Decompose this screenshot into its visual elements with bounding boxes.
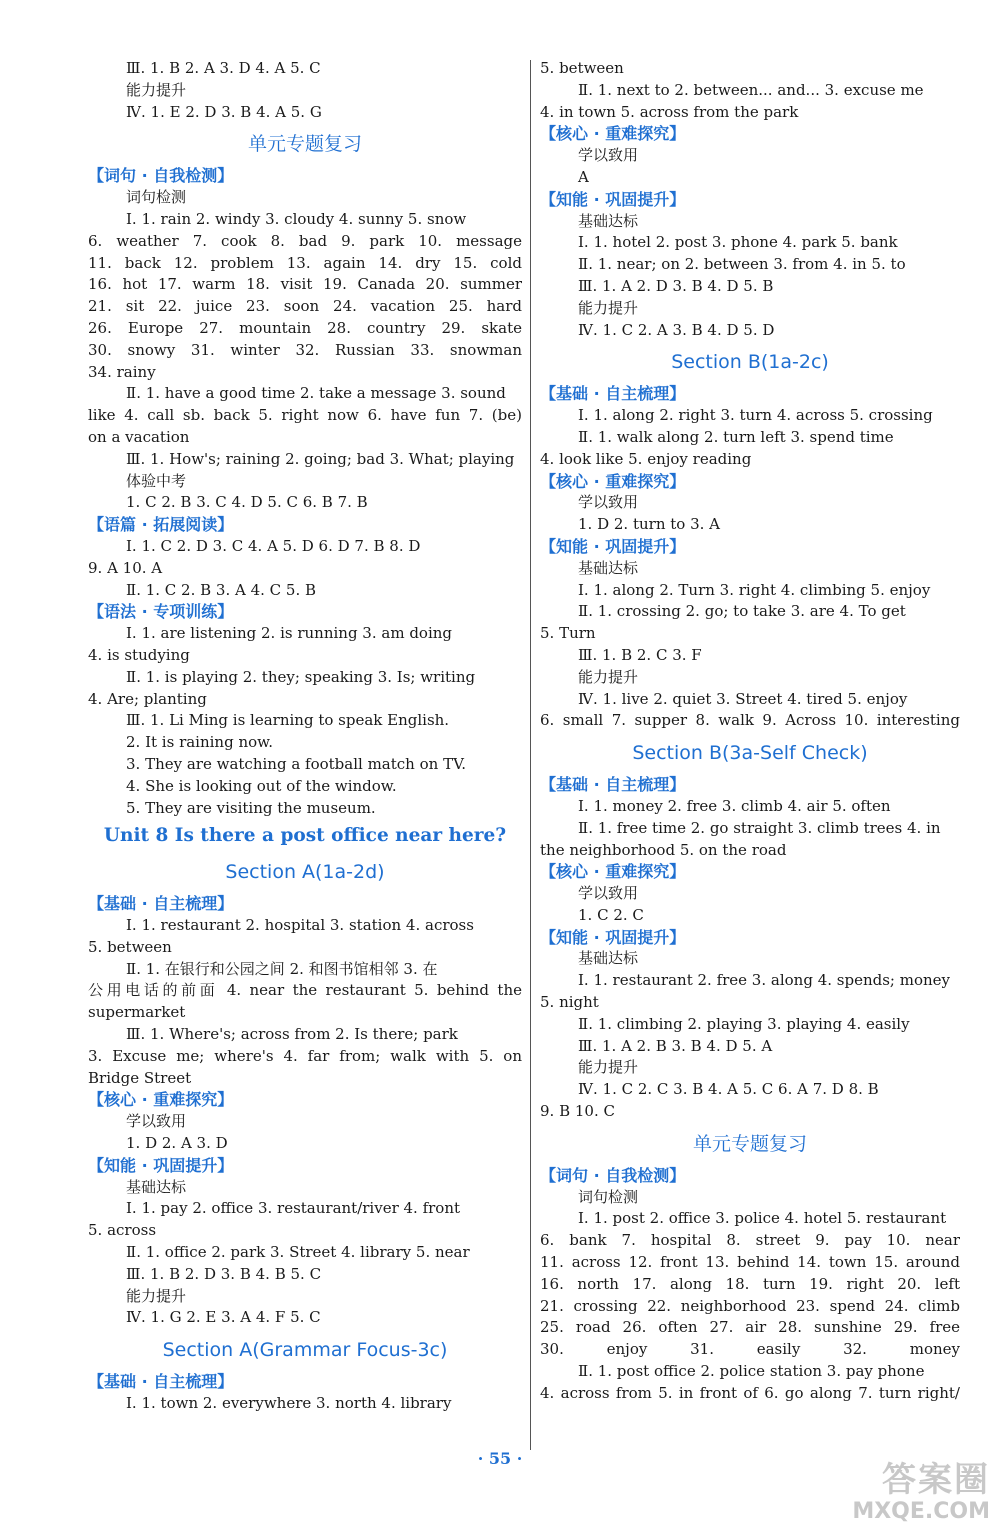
answer-line: 11. across 12. front 13. behind 14. town 15. around: [540, 1253, 960, 1272]
section-tag: 【词句 · 自我检测】: [540, 1165, 686, 1185]
section-title: 单元专题复习: [692, 1132, 807, 1155]
sub-heading: 能力提升: [126, 80, 187, 99]
section-tag: 【知能 · 巩固提升】: [540, 189, 686, 209]
answer-line: supermarket: [88, 1003, 186, 1022]
answer-line: 1. D 2. turn to 3. A: [578, 515, 720, 534]
answer-line: 21. crossing 22. neighborhood 23. spend 24. climb: [540, 1296, 960, 1315]
answer-line: Ⅰ. 1. hotel 2. post 3. phone 4. park 5. bank: [578, 233, 898, 252]
answer-line: 5. between: [540, 59, 624, 77]
answer-line: 9. A 10. A: [88, 558, 163, 577]
answer-line: 5. between: [88, 937, 172, 956]
answer-line: 1. C 2. C: [578, 905, 644, 924]
watermark-logo-text: 答案圈: [882, 1460, 990, 1500]
section-tag: 【基础 · 自主梳理】: [88, 1372, 234, 1392]
answer-line: Ⅰ. 1. restaurant 2. hospital 3. station 4. across: [126, 916, 474, 935]
answer-line: 1. D 2. A 3. D: [126, 1134, 228, 1153]
sub-heading: 学以致用: [126, 1112, 187, 1131]
answer-line: Ⅱ. 1. 在银行和公园之间 2. 和图书馆相邻 3. 在: [126, 959, 438, 978]
answer-line: 4. look like 5. enjoy reading: [540, 449, 752, 468]
answer-line: Ⅲ. 1. Li Ming is learning to speak English.: [126, 711, 450, 730]
answer-line: Ⅲ. 1. B 2. A 3. D 4. A 5. C: [126, 59, 321, 77]
answer-line: 30. enjoy 31. easily 32. money: [540, 1340, 960, 1359]
right-column: [540, 58, 960, 1405]
answer-line: Ⅱ. 1. post office 2. police station 3. pay phone: [578, 1362, 925, 1381]
answer-line: 4. is studying: [88, 645, 190, 664]
answer-line: 6. weather 7. cook 8. bad 9. park 10. message: [88, 231, 522, 250]
answer-line: 5. night: [540, 993, 599, 1012]
answer-line: 4. She is looking out of the window.: [126, 776, 397, 795]
sub-heading: 学以致用: [578, 884, 639, 903]
answer-line: Ⅲ. 1. B 2. D 3. B 4. B 5. C: [126, 1264, 322, 1283]
sub-heading: 基础达标: [126, 1177, 187, 1196]
answer-line: 4. in town 5. across from the park: [540, 102, 799, 121]
answer-line: Ⅲ. 1. A 2. B 3. B 4. D 5. A: [578, 1036, 773, 1055]
section-tag: 【词句 · 自我检测】: [88, 166, 234, 186]
section-tag: 【基础 · 自主梳理】: [88, 894, 234, 914]
sub-heading: 能力提升: [126, 1286, 187, 1305]
answer-line: Ⅱ. 1. C 2. B 3. A 4. C 5. B: [126, 580, 317, 599]
answer-line: Ⅱ. 1. crossing 2. go; to take 3. are 4. To get: [578, 602, 906, 621]
answer-line: 2. It is raining now.: [126, 733, 273, 752]
sub-heading: 基础达标: [578, 949, 639, 968]
section-tag: 【核心 · 重难探究】: [540, 862, 686, 882]
section-tag: 【语篇 · 拓展阅读】: [88, 515, 234, 535]
answer-line: on a vacation: [88, 427, 190, 446]
section-title: 单元专题复习: [247, 133, 362, 156]
left-column: [88, 58, 522, 1415]
watermark-site: MXQE.COM: [852, 1499, 990, 1524]
answer-line: Ⅱ. 1. free time 2. go straight 3. climb trees 4. in: [578, 818, 941, 837]
sub-heading: 词句检测: [126, 188, 187, 207]
section-tag: 【知能 · 巩固提升】: [88, 1155, 234, 1175]
answer-line: Ⅳ. 1. live 2. quiet 3. Street 4. tired 5. enjoy: [578, 689, 908, 708]
sub-heading: 能力提升: [578, 298, 639, 317]
section-tag: 【语法 · 专项训练】: [88, 602, 234, 622]
answer-line: 34. rainy: [88, 362, 156, 381]
answer-line: 21. sit 22. juice 23. soon 24. vacation 25. hard: [88, 297, 522, 316]
answer-line: Ⅱ. 1. walk along 2. turn left 3. spend time: [578, 427, 894, 446]
column-divider: [530, 60, 531, 1450]
answer-line: Ⅳ. 1. E 2. D 3. B 4. A 5. G: [126, 102, 322, 121]
answer-line: 4. across from 5. in front of 6. go along 7. turn right/: [540, 1383, 960, 1402]
section-tag: 【核心 · 重难探究】: [540, 471, 686, 491]
sub-heading: 词句检测: [578, 1187, 639, 1206]
answer-line: Ⅰ. 1. pay 2. office 3. restaurant/river 4. front: [126, 1199, 461, 1218]
sub-heading: 基础达标: [578, 211, 639, 230]
answer-line: Ⅲ. 1. Where's; across from 2. Is there; park: [126, 1025, 458, 1044]
answer-line: 6. bank 7. hospital 8. street 9. pay 10. near: [540, 1231, 960, 1250]
section-tag: 【核心 · 重难探究】: [540, 124, 686, 144]
section-title: Section B(1a-2c): [671, 351, 829, 374]
page-number: · 55 ·: [477, 1449, 523, 1468]
answer-line: Ⅳ. 1. C 2. C 3. B 4. A 5. C 6. A 7. D 8. B: [578, 1080, 879, 1099]
answer-line: Ⅱ. 1. is playing 2. they; speaking 3. Is; writing: [126, 667, 476, 686]
answer-line: Bridge Street: [88, 1068, 192, 1087]
watermark: [800, 1460, 990, 1526]
answer-line: Ⅱ. 1. next to 2. between... and... 3. excuse me: [578, 80, 924, 99]
answer-line: Ⅰ. 1. money 2. free 3. climb 4. air 5. often: [578, 796, 891, 815]
answer-line: 3. They are watching a football match on TV.: [126, 754, 467, 773]
answer-line: A: [578, 167, 589, 186]
unit-title: Unit 8 Is there a post office near here?: [103, 825, 507, 847]
answer-line: 1. C 2. B 3. C 4. D 5. C 6. B 7. B: [126, 493, 368, 512]
answer-line: Ⅰ. 1. town 2. everywhere 3. north 4. library: [126, 1394, 452, 1413]
sub-heading: 能力提升: [578, 667, 639, 686]
answer-line: Ⅲ. 1. A 2. D 3. B 4. D 5. B: [578, 276, 774, 295]
section-title: Section B(3a-Self Check): [632, 742, 868, 765]
answer-line: 30. snowy 31. winter 32. Russian 33. snowman: [88, 340, 522, 359]
section-title: Section A(1a-2d): [225, 861, 385, 884]
answer-line: Ⅰ. 1. along 2. Turn 3. right 4. climbing 5. enjoy: [578, 580, 931, 599]
answer-line: 6. small 7. supper 8. walk 9. Across 10. interesting: [540, 711, 960, 730]
answer-line: Ⅰ. 1. C 2. D 3. C 4. A 5. D 6. D 7. B 8. D: [126, 536, 421, 555]
answer-line: Ⅱ. 1. office 2. park 3. Street 4. library 5. near: [126, 1243, 470, 1262]
section-tag: 【基础 · 自主梳理】: [540, 384, 686, 404]
sub-heading: 基础达标: [578, 558, 639, 577]
answer-line: Ⅰ. 1. are listening 2. is running 3. am doing: [126, 624, 453, 643]
answer-line: Ⅰ. 1. along 2. right 3. turn 4. across 5. crossing: [578, 406, 933, 425]
answer-line: Ⅱ. 1. have a good time 2. take a message 3. sound: [126, 384, 506, 403]
answer-line: Ⅰ. 1. post 2. office 3. police 4. hotel 5. restaurant: [578, 1209, 947, 1228]
sub-heading: 体验中考: [126, 471, 187, 490]
answer-line: Ⅳ. 1. C 2. A 3. B 4. D 5. D: [578, 320, 775, 339]
section-tag: 【核心 · 重难探究】: [88, 1090, 234, 1110]
sub-heading: 学以致用: [578, 493, 639, 512]
answer-line: Ⅲ. 1. How's; raining 2. going; bad 3. What; playing: [126, 449, 515, 468]
section-tag: 【知能 · 巩固提升】: [540, 927, 686, 947]
answer-line: like 4. call sb. back 5. right now 6. have fun 7. (be): [88, 406, 522, 425]
answer-line: 16. north 17. along 18. turn 19. right 20. left: [540, 1274, 960, 1293]
answer-line: 5. They are visiting the museum.: [126, 798, 376, 817]
answer-line: Ⅱ. 1. climbing 2. playing 3. playing 4. easily: [578, 1014, 910, 1033]
answer-line: 16. hot 17. warm 18. visit 19. Canada 20. summer: [88, 275, 522, 294]
answer-line: Ⅰ. 1. restaurant 2. free 3. along 4. spends; money: [578, 971, 950, 990]
answer-line: Ⅳ. 1. G 2. E 3. A 4. F 5. C: [126, 1308, 321, 1327]
answer-line: Ⅱ. 1. near; on 2. between 3. from 4. in 5. to: [578, 255, 906, 274]
answer-line: 5. Turn: [540, 624, 596, 643]
answer-line: 11. back 12. problem 13. again 14. dry 15. cold: [88, 253, 522, 272]
section-tag: 【基础 · 自主梳理】: [540, 775, 686, 795]
answer-line: Ⅰ. 1. rain 2. windy 3. cloudy 4. sunny 5. snow: [126, 209, 467, 228]
answer-line: Ⅲ. 1. B 2. C 3. F: [578, 645, 702, 664]
section-tag: 【知能 · 巩固提升】: [540, 536, 686, 556]
answer-line: 公用电话的前面 4. near the restaurant 5. behind the: [88, 981, 522, 1000]
answer-line: the neighborhood 5. on the road: [540, 840, 787, 859]
answer-line: 25. road 26. often 27. air 28. sunshine 29. free: [540, 1318, 960, 1337]
sub-heading: 学以致用: [578, 146, 639, 165]
section-title: Section A(Grammar Focus-3c): [162, 1339, 448, 1362]
answer-line: 3. Excuse me; where's 4. far from; walk with 5. on: [88, 1046, 522, 1065]
answer-line: 26. Europe 27. mountain 28. country 29. skate: [88, 318, 522, 337]
answer-line: 5. across: [88, 1221, 157, 1240]
sub-heading: 能力提升: [578, 1058, 639, 1077]
answer-line: 4. Are; planting: [88, 689, 207, 708]
answer-line: 9. B 10. C: [540, 1102, 615, 1121]
